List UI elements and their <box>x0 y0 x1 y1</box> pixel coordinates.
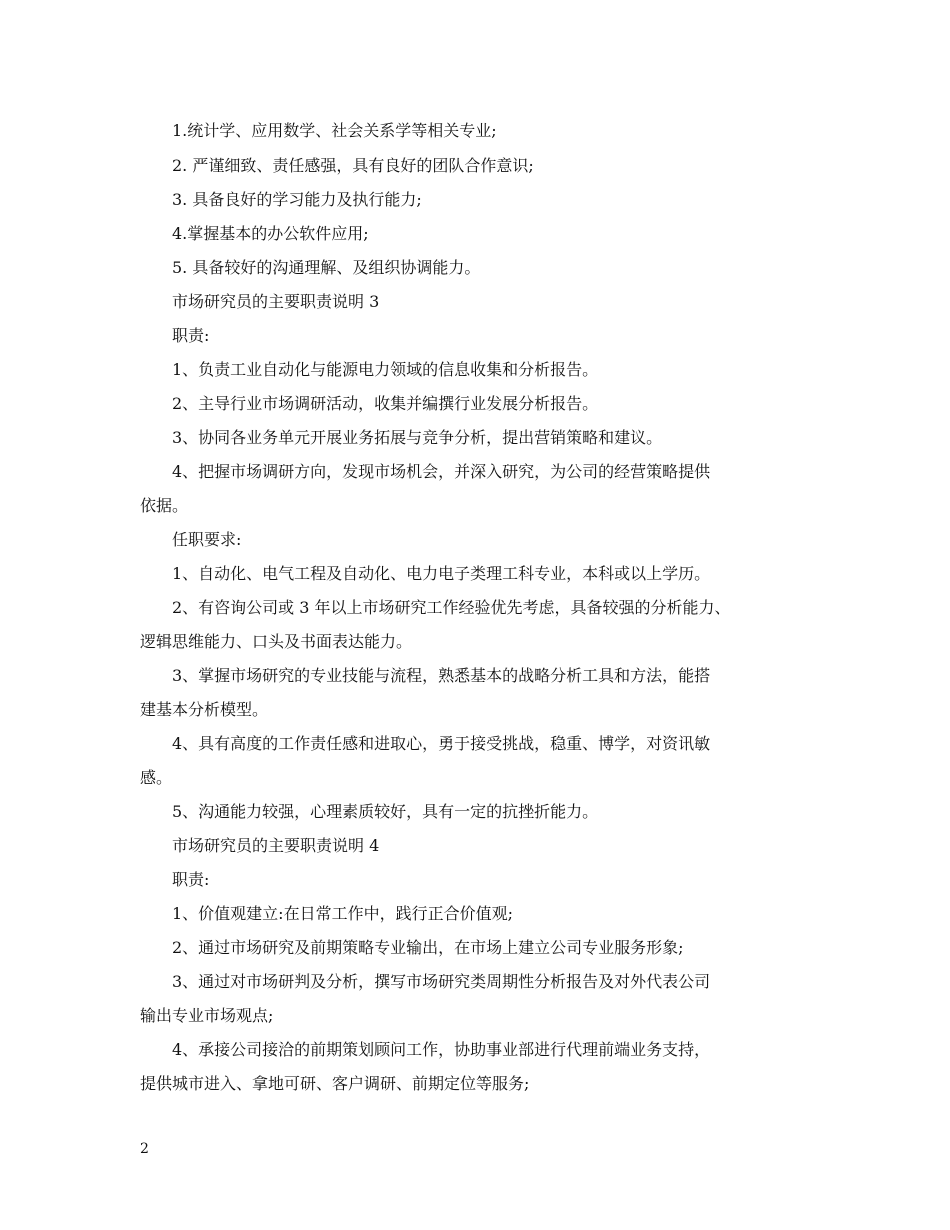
requirement-item-3-continued: 建基本分析模型。 <box>140 700 269 719</box>
duty-line-2: 2、主导行业市场调研活动，收集并编撰行业发展分析报告。 <box>172 394 599 413</box>
requirement-line-3: 3. 具备良好的学习能力及执行能力; <box>172 190 422 209</box>
duty-line-1: 1、负责工业自动化与能源电力领域的信息收集和分析报告。 <box>172 360 599 379</box>
duty-line-4: 4、把握市场调研方向，发现市场机会，并深入研究，为公司的经营策略提供 <box>172 462 711 481</box>
section-title-4: 市场研究员的主要职责说明 4 <box>172 836 380 855</box>
requirement-item-2-continued: 逻辑思维能力、口头及书面表达能力。 <box>140 632 413 651</box>
requirement-item-4-continued: 感。 <box>140 768 173 787</box>
requirement-item-5: 5、沟通能力较强，心理素质较好，具有一定的抗挫折能力。 <box>172 802 599 821</box>
duties-heading-4: 职责: <box>172 870 210 889</box>
duty-line-3: 3、协同各业务单元开展业务拓展与竞争分析，提出营销策略和建议。 <box>172 428 663 447</box>
requirement-item-3: 3、掌握市场研究的专业技能与流程，熟悉基本的战略分析工具和方法，能搭 <box>172 666 711 685</box>
duty-4-line-1: 1、价值观建立:在日常工作中，践行正合价值观; <box>172 904 513 923</box>
duty-4-line-4-continued: 提供城市进入、拿地可研、客户调研、前期定位等服务; <box>140 1074 530 1093</box>
requirement-line-2: 2. 严谨细致、责任感强，具有良好的团队合作意识; <box>172 156 534 175</box>
page-number: 2 <box>140 1141 149 1157</box>
requirement-item-4: 4、具有高度的工作责任感和进取心，勇于接受挑战，稳重、博学，对资讯敏 <box>172 734 711 753</box>
requirement-line-4: 4.掌握基本的办公软件应用; <box>172 224 369 243</box>
duty-line-4-continued: 依据。 <box>140 496 189 515</box>
requirements-heading: 任职要求: <box>172 530 242 549</box>
duty-4-line-2: 2、通过市场研究及前期策略专业输出，在市场上建立公司专业服务形象; <box>172 938 684 957</box>
requirement-item-2: 2、有咨询公司或 3 年以上市场研究工作经验优先考虑，具备较强的分析能力、 <box>172 598 731 617</box>
requirement-item-1: 1、自动化、电气工程及自动化、电力电子类理工科专业，本科或以上学历。 <box>172 564 711 583</box>
duties-heading: 职责: <box>172 326 210 345</box>
duty-4-line-3: 3、通过对市场研判及分析，撰写市场研究类周期性分析报告及对外代表公司 <box>172 972 711 991</box>
requirement-line-1: 1.统计学、应用数学、社会关系学等相关专业; <box>172 121 497 140</box>
duty-4-line-4: 4、承接公司接洽的前期策划顾问工作，协助事业部进行代理前端业务支持， <box>172 1040 711 1059</box>
requirement-line-5: 5. 具备较好的沟通理解、及组织协调能力。 <box>172 258 481 277</box>
section-title-3: 市场研究员的主要职责说明 3 <box>172 292 380 311</box>
duty-4-line-3-continued: 输出专业市场观点; <box>140 1006 274 1025</box>
